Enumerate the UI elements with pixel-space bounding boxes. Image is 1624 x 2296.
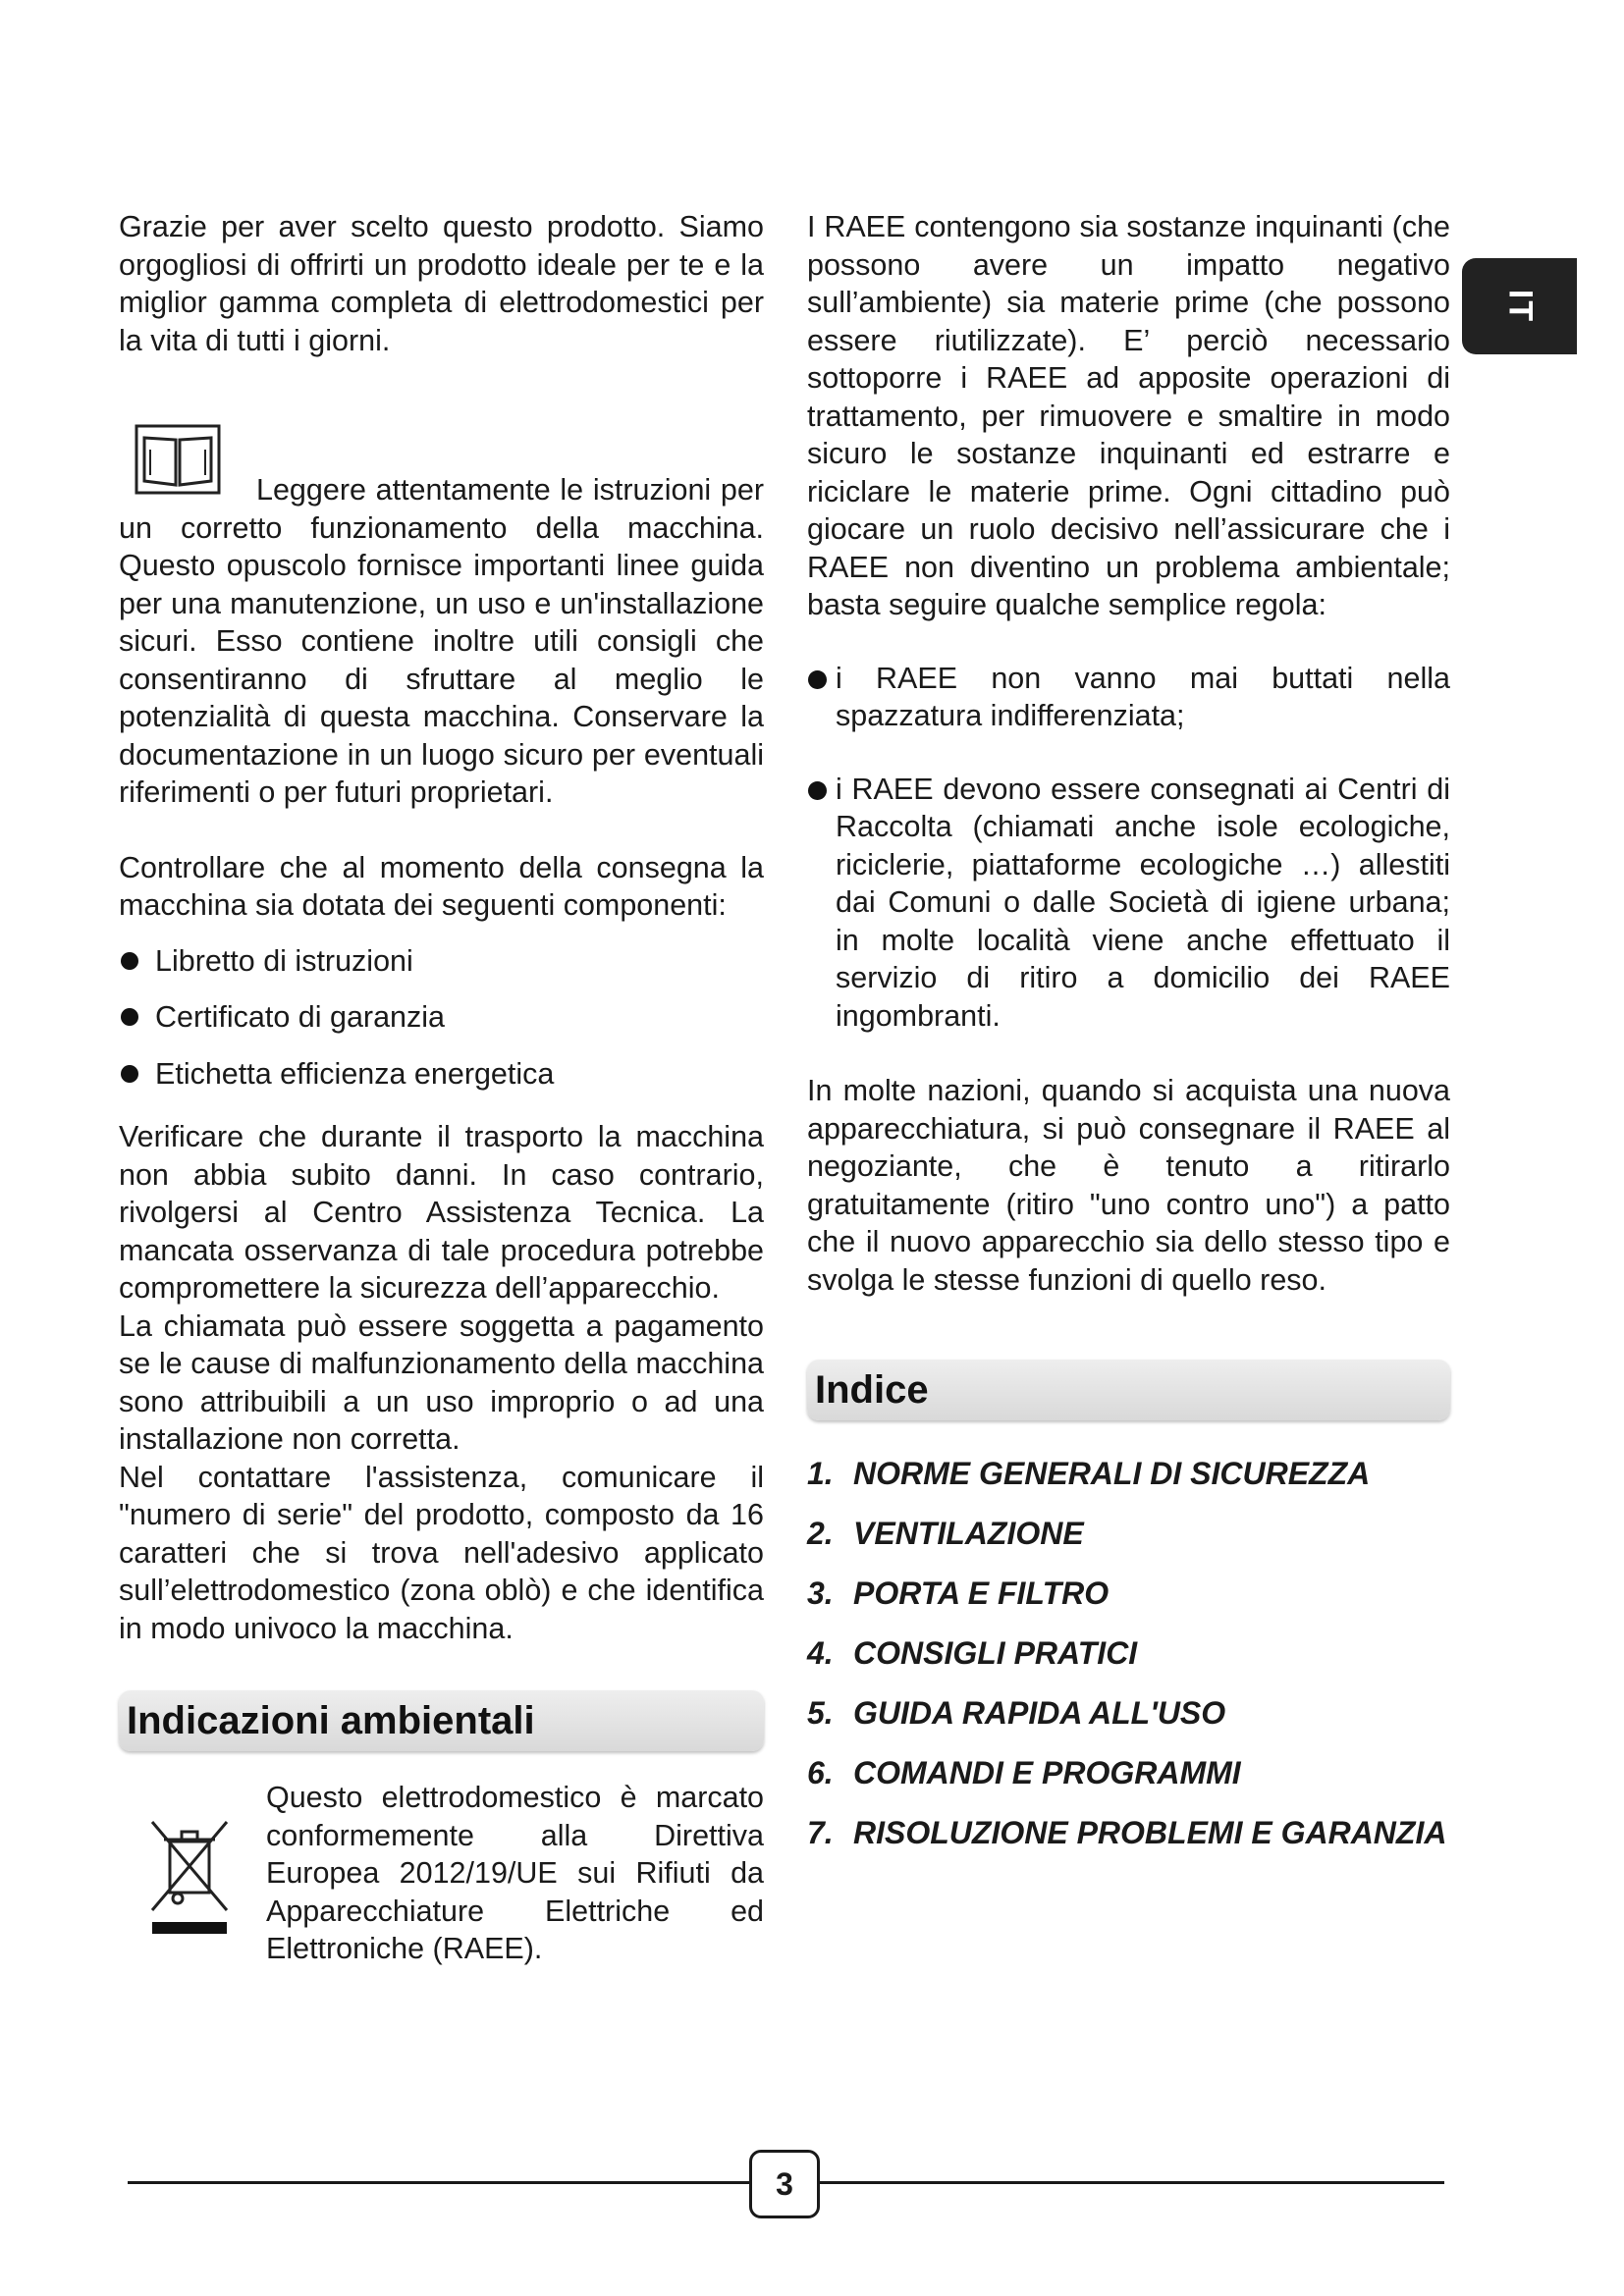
toc-item-4[interactable]: 4. CONSIGLI PRATICI <box>807 1635 1138 1671</box>
check-paragraph: Controllare che al momento della consegna la macchina sia dotata dei seguenti componenti: <box>119 850 764 922</box>
env-heading: Indicazioni ambientali <box>119 1690 764 1751</box>
footer-rule-left <box>128 2181 749 2184</box>
raee-rules <box>807 660 1450 1036</box>
list-item: i RAEE devono essere consegnati ai Centri di Raccolta (chiamati anche isole ecologiche, riciclerie, piattaforme ecologiche …) allestiti dai Comuni o dalle Società di igiene urbana; in molte località viene anche effettuato il servizio di ritiro a domicilio dei RAEE ingombranti. <box>807 771 1450 1036</box>
intro-paragraph: Grazie per aver scelto questo prodotto. Siamo orgogliosi di offrirti un prodotto ideale per te e la miglior gamma completa di elettrodomestici per la vita di tutti i giorni. <box>119 210 764 357</box>
toc-item-6[interactable]: 6. COMANDI E PROGRAMMI <box>807 1755 1241 1790</box>
index-heading: Indice <box>807 1360 1450 1420</box>
raee-outro: In molte nazioni, quando si acquista una nuova apparecchiatura, si può consegnare il RAEE al negoziante, che è tenuto a ritirarlo gratuitamente (ritiro "uno contro uno") a patto che il nuovo apparecchio sia dello stesso tipo e svolga le stesse funzioni di quello reso. <box>807 1074 1450 1297</box>
serial-paragraph: Nel contattare l'assistenza, comunicare il "numero di serie" del prodotto, composto da 16 caratteri che si trova nell'adesivo applicato sull’elettrodomestico (zona oblò) e che identifica in modo univoco la macchina. <box>119 1460 764 1645</box>
weee-paragraph: Questo elettrodomestico è marcato conformemente alla Direttiva Europea 2012/19/UE sui Rifiuti da Apparecchiature Elettriche ed Elettroniche (RAEE). <box>266 1781 764 1965</box>
page-number: 3 <box>749 2150 820 2218</box>
payment-paragraph: La chiamata può essere soggetta a pagamento se le cause di malfunzionamento della macchina sono attribuibili a un uso improprio o ad una installazione non corretta. <box>119 1308 764 1456</box>
list-item: Libretto di istruzioni <box>119 942 764 981</box>
components-list <box>119 942 764 1094</box>
manual-paragraph: Leggere attentamente le istruzioni per un corretto funzionamento della macchina. Questo opuscolo fornisce importanti linee guida per una manutenzione, un uso e un'installazione sicuri. Esso contiene inoltre utili consigli che consentiranno di sfruttare al meglio le potenzialità di questa macchina. Conservare la documentazione in un luogo sicuro per eventuali riferimenti o per futuri proprietari. <box>119 473 764 809</box>
crossed-bin-icon <box>148 1820 231 1938</box>
list-item: Certificato di garanzia <box>119 998 764 1037</box>
open-book-icon <box>135 424 221 495</box>
language-tab: IT <box>1462 258 1577 354</box>
toc-item-5[interactable]: 5. GUIDA RAPIDA ALL'USO <box>807 1695 1226 1731</box>
footer-rule-right <box>820 2181 1444 2184</box>
raee-intro: I RAEE contengono sia sostanze inquinanti (che possono avere un impatto negativo sull’ambiente) sia materie prime (che possono essere riutilizzate). E’ perciò necessario sottoporre i RAEE ad apposite operazioni di trattamento, per rimuovere e smaltire in modo sicuro le sostanze inquinanti ed estrarre e riciclare le materie prime. Ogni cittadino può giocare un ruolo decisivo nell’assicurare che i RAEE non diventino un problema ambientale; basta seguire qualche semplice regola: <box>807 210 1450 621</box>
toc-item-7[interactable]: 7. RISOLUZIONE PROBLEMI E GARANZIA <box>807 1815 1447 1850</box>
list-item: i RAEE non vanno mai buttati nella spazzatura indifferenziata; <box>807 660 1450 735</box>
left-column <box>119 208 764 1968</box>
toc-item-1[interactable]: 1. NORME GENERALI DI SICUREZZA <box>807 1456 1371 1491</box>
manual-notice <box>119 420 764 812</box>
right-column <box>807 208 1450 1873</box>
list-item: Etichetta efficienza energetica <box>119 1055 764 1094</box>
table-of-contents <box>807 1454 1450 1852</box>
verify-paragraph: Verificare che durante il trasporto la macchina non abbia subito danni. In caso contrario, rivolgersi al Centro Assistenza Tecnica. La mancata osservanza di tale procedura potrebbe compromettere la sicurezza dell’apparecchio. <box>119 1120 764 1305</box>
toc-item-2[interactable]: 2. VENTILAZIONE <box>807 1516 1084 1551</box>
toc-item-3[interactable]: 3. PORTA E FILTRO <box>807 1575 1110 1611</box>
weee-block <box>119 1779 764 1968</box>
